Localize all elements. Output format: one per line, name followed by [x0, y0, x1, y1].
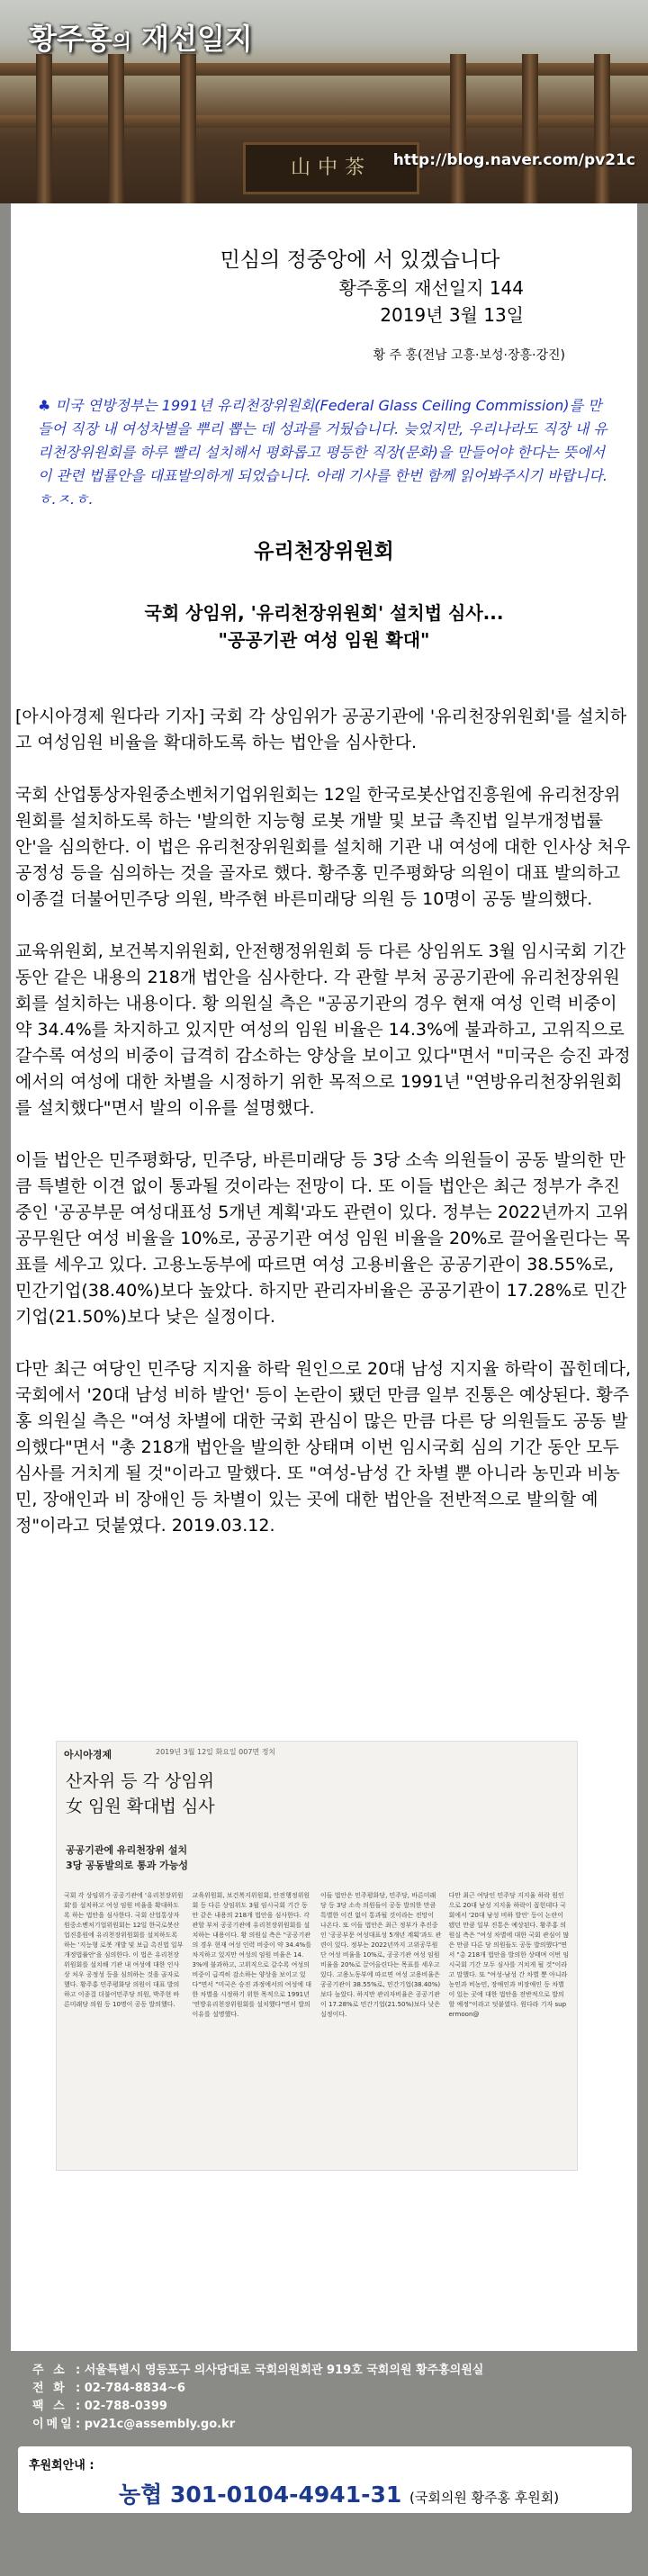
blog-title-particle: 의 — [112, 32, 132, 54]
address-value: : 서울특별시 영등포구 의사당대로 국회의원회관 919호 국회의원 황주홍의원실 — [76, 2364, 484, 2377]
fax-row — [32, 2398, 483, 2416]
headline-line-1: 국회 상임위, '유리천장위원회' 설치법 심사... — [144, 602, 504, 624]
article-paragraph: 교육위원회, 보건복지위원회, 안전행정위원회 등 다른 상임위도 3월 임시국회 기간 동안 같은 내용의 218개 법안을 심사한다. 각 관할 부처 공공기관에 유리천장위원회를 설치하는 내용이다. 황 의원실 측은 "공공기관의 경우 현재 여성 인력 비중이 약 34.4%를 차지하고 있지만 여성의 임원 비율은 14.3%에 불과하고, 고위직으로 갈수록 여성의 비중이 급격히 감소하는 양상을 보이고 있다"면서 "미국은 승진 과정에서의 여성에 대한 차별을 시정하기 위한 목적으로 1991년 "연방유리천장위원회를 설치했다"면서 발의 이유를 설명했다. — [15, 941, 631, 1118]
footer — [0, 2351, 648, 2576]
clipping-headline-line-1: 산자위 등 각 상임위 — [66, 1771, 214, 1791]
article-paragraph: 다만 최근 여당인 민주당 지지율 하락 원인으로 20대 남성 지지율 하락이 꼽힌데다, 국회에서 '20대 남성 비하 발언' 등이 논란이 됐던 만큼 일부 진통은 예상된다. 황주홍 의원실 측은 "여성 차별에 대한 국회 관심이 많은 만큼 다른 당 의원들도 공동 발의했다"면서 "총 218개 법안을 발의한 상태며 이번 임시국회 심의 기간 동안 모두 심사를 거치게 될 것"이라고 말했다. 또 "여성-남성 간 차별 뿐 아니라 농민과 비농민, 장애인과 비 장애인 등 차별이 있는 곳에 대한 법안을 전반적으로 발의할 예정"이라고 덧붙였다. 2019.03.12. — [15, 1359, 631, 1536]
clipping-column: 국회 각 상임위가 공공기관에 '유리천장위원회'를 설치하고 여성 임원 비율을 확대하도록 하는 법안을 심사한다. 국회 산업통상자원중소벤처기업위원회는 12일 한국로봇산업진흥원에 유리천장위원회를 설치하도록 하는 '지능형 로봇 개발 및 보급 촉진법 일부개정법률안'을 심의한다. 이 법은 유리천장위원회를 설치해 기관 내 여성에 대한 인사상 처우 공정성 등을 심의하는 것을 골자로 했다. 황주홍 민주평화당 의원이 대표 발의하고 이종걸 더불어민주당 의원, 박주현 바른미래당 의원 등 10명이 공동 발의했다. — [64, 1892, 184, 2008]
publish-date: 2019년 3월 13일 — [380, 304, 524, 326]
address-label: 주 소 — [32, 2364, 68, 2377]
email-row — [32, 2416, 483, 2434]
donation-label: 후원회안내 : — [29, 2459, 94, 2472]
rafter — [108, 54, 124, 203]
author-line: 황 주 홍(전남 고흥·보성·장흥·강진) — [373, 348, 565, 363]
rafter — [594, 54, 610, 203]
clipping-subheadline — [66, 1842, 188, 1873]
contact-info — [32, 2362, 483, 2434]
article-paragraph: 이들 법안은 민주평화당, 민주당, 바른미래당 등 3당 소속 의원들이 공동 발의한 만큼 특별한 이견 없이 통과될 것이라는 전망이 다. 또 이들 법안은 최근 정부가 추진중인 '공공부문 여성대표성 5개년 계획'과도 관련이 있다. 정부는 2022년까지 고위공무원단 여성 비율을 10%로, 공공기관 여성 임원 비율을 20%로 끌어올린다는 목표를 세우고 있다. 고용노동부에 따르면 여성 고용비율은 공공기관이 38.55%로, 민간기업(38.40%)보다 높았다. 하지만 관리자비율은 공공기관이 17.28%로 민간기업(21.50%)보다 낮은 실정이다. — [15, 1150, 631, 1327]
intro-note — [38, 394, 610, 511]
donation-box — [18, 2446, 632, 2513]
clipping-paper-name — [64, 1747, 112, 1761]
article-paragraph: 국회 산업통상자원중소벤처기업위원회는 12일 한국로봇산업진흥원에 유리천장위원회를 설치하도록 하는 '발의한 지능형 로봇 개발 및 보급 촉진법 일부개정법률안'을 심의한다. 이 법은 유리천장위원회를 설치해 기관 내 여성에 대한 인사상 처우 공정성 등을 심의하는 것을 골자로 했다. 황주홍 민주평화당 의원이 대표 발의하고 이종걸 더불어민주당 의원, 박주현 바른미래당 의원 등 10명이 공동 발의했다. — [15, 785, 631, 909]
clipping-column: 이들 법안은 민주평화당, 민주당, 바른미래당 등 3당 소속 의원들이 공동 발의한 만큼 특별한 이견 없이 통과될 것이라는 전망이 나온다. 또 이들 법안은 최근 정부가 추진중인 '공공부문 여성대표성 5개년 계획'과도 관련이 있다. 정부는 2022년까지 고위공무원단 여성 비율을 10%로, 공공기관 여성 임원 비율을 20%로 끌어올린다는 목표를 세우고 있다. 고용노동부에 따르면 여성 고용비율은 공공기관이 38.55%로, 민간기업(38.40%)보다 높았다. 하지만 관리자비율은 공공기관이 17.28%로 민간기업(21.50%)보다 낮은 실정이다. — [320, 1892, 442, 2018]
roof-beam — [0, 63, 648, 76]
donation-account — [119, 2477, 559, 2509]
donation-account-holder: (국회의원 황주홍 후원회) — [410, 2490, 560, 2506]
rafter — [36, 54, 52, 203]
blog-title — [29, 16, 253, 58]
rafter — [180, 54, 196, 203]
hanging-signboard: 山中茶 — [243, 142, 419, 194]
paper-name: 아시아경제 — [64, 1749, 112, 1761]
blog-url[interactable]: http://blog.naver.com/pv21c — [392, 151, 635, 169]
clipping-headline-line-2: 女 임원 확대법 심사 — [66, 1797, 215, 1816]
page-title: 민심의 정중앙에 서 있겠습니다 — [220, 248, 500, 272]
phone-label: 전 화 — [32, 2382, 68, 2395]
blog-title-name: 황주홍 — [29, 22, 112, 56]
article-paragraph: [아시아경제 원다라 기자] 국회 각 상임위가 공공기관에 '유리천장위원회'를 설치하고 여성임원 비율을 확대하도록 하는 법안을 심사한다. — [15, 707, 627, 752]
article-headline — [11, 599, 637, 653]
section-title: 유리천장위원회 — [254, 540, 394, 563]
headline-line-2: "공공기관 여성 임원 확대" — [218, 629, 430, 651]
donation-account-number: 농협 301-0104-4941-31 — [119, 2481, 402, 2508]
clipping-headline — [66, 1769, 215, 1819]
club-icon: ♣ — [38, 397, 51, 414]
address-row — [32, 2362, 483, 2380]
article-body — [15, 704, 634, 1565]
clipping-columns — [64, 1891, 570, 2020]
phone-row — [32, 2380, 483, 2398]
blog-title-text: 재선일지 — [141, 22, 253, 56]
intro-text: 미국 연방정부는 1991년 유리천장위원회(Federal Glass Ceiling Commission)를 만들어 직장 내 여성차별을 뿌리 뽑는 데 성과를 거뒀습니다. 늦었지만, 우리나라도 직장 내 유리천장위원회를 하루 빨리 설치해서 평화롭고 평등한 직장(문화)을 만들어야 한다는 뜻에서 이 관련 법률안을 대표발의하게 되었습니다. 아래 기사를 한번 함께 읽어봐주시기 바랍니다. ㅎ.ㅈ.ㅎ. — [38, 397, 608, 508]
rafter — [450, 54, 466, 203]
clipping-sub-line-1: 공공기관에 유리천장위 설치 — [66, 1844, 188, 1856]
clipping-column: 교육위원회, 보건복지위원회, 안전행정위원회 등 다른 상임위도 3월 임시국회 기간 동안 같은 내용의 218개 법안을 심사한다. 각 관할 부처 공공기관에 유리천장위원회를 설치하는 내용이다. 황 의원실 측은 "공공기관의 경우 현재 여성 인력 비중이 약 34.4%를 차지하고 있지만 여성의 임원 비율은 14.3%에 불과하고, 고위직으로 갈수록 여성의 비중이 급격히 감소하는 양상을 보이고 있다"면서 "미국은 승진 과정에서의 여성에 대한 차별을 시정하기 위한 목적으로 1991년 '연방유리천장위원회를 설치했다"면서 발의 이유를 설명했다. — [192, 1892, 312, 2018]
email-label: 이메일 — [32, 2418, 75, 2431]
email-value[interactable]: : pv21c@assembly.go.kr — [76, 2418, 236, 2431]
clipping-sub-line-2: 3당 공동발의로 통과 가능성 — [66, 1860, 189, 1871]
fax-value: : 02-788-0399 — [76, 2400, 167, 2413]
roof-beam — [0, 115, 648, 128]
header-banner — [0, 0, 648, 203]
rafter — [522, 54, 538, 203]
series-number: 황주홍의 재선일지 144 — [338, 277, 524, 299]
clipping-date: 2019년 3월 12일 화요일 007면 정치 — [156, 1748, 276, 1756]
newspaper-clipping — [56, 1741, 578, 2171]
clipping-column: 다만 최근 여당인 민주당 지지율 하락 원인으로 20대 남성 지지율 하락이 꼽힌데다 국회에서 '20대 남성 비하 발언' 등이 논란이 됐던 만큼 일부 진통은 예상된다. 황주홍 의원실 측은 "여성 차별에 대한 국회 관심이 많은 만큼 다른 당 의원들도 공동 발의했다"면서 "총 218개 법안을 발의한 상태며 이번 임시국회 기간 모두 심사를 거치게 될 것"이라고 말했다. 또 "여성-남성 간 차별 뿐 아니라 농민과 비농민, 장애인과 비장애인 등 차별이 있는 곳에 대한 법안을 전반적으로 발의할 예정"이라고 덧붙였다. 원다라 기자 supermoon@ — [448, 1892, 570, 2018]
fax-label: 팩 스 — [32, 2400, 68, 2413]
phone-value: : 02-784-8834~6 — [76, 2382, 185, 2395]
